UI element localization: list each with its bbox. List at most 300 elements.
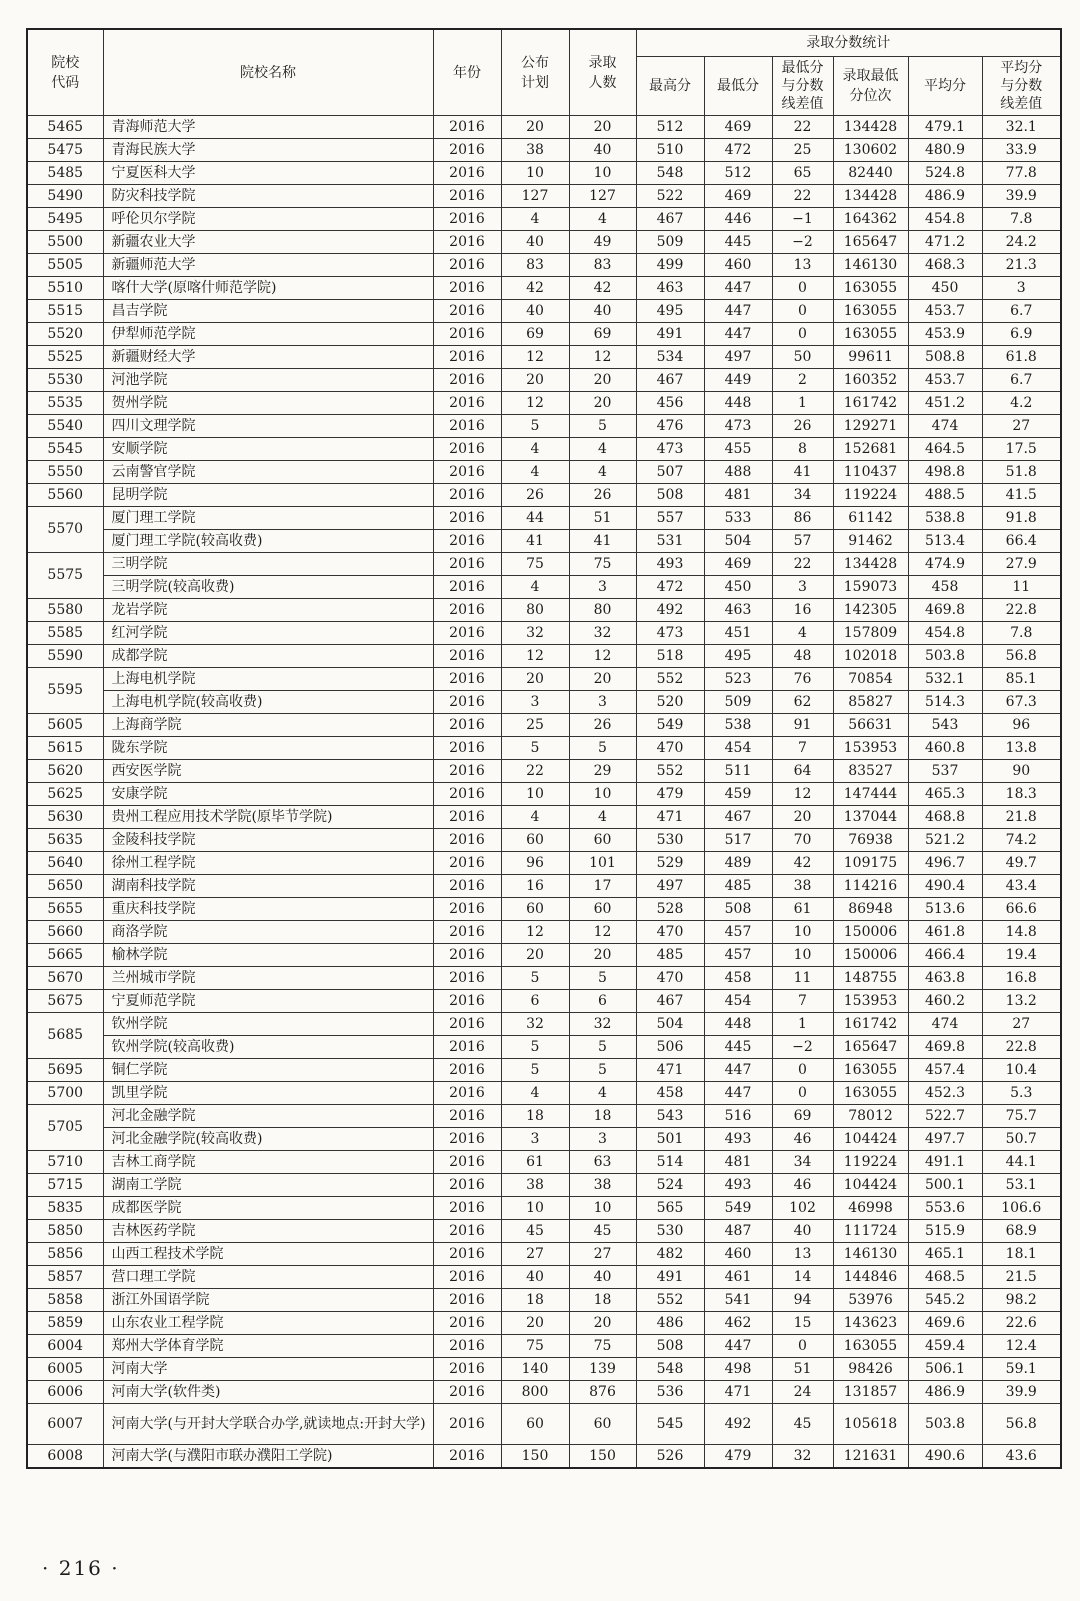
cell-avg: 522.7 — [908, 1105, 982, 1128]
cell-min: 479 — [704, 1445, 772, 1469]
cell-avg-diff: 49.7 — [982, 852, 1061, 875]
cell-min: 549 — [704, 1197, 772, 1220]
table-row — [27, 875, 1061, 898]
cell-name: 河池学院 — [103, 369, 433, 392]
cell-avg-diff: 91.8 — [982, 507, 1061, 530]
table-row — [27, 1036, 1061, 1059]
cell-code: 5625 — [27, 783, 103, 806]
table-row — [27, 1197, 1061, 1220]
cell-min: 469 — [704, 553, 772, 576]
cell-admitted: 10 — [569, 783, 636, 806]
cell-rank: 150006 — [833, 944, 908, 967]
cell-avg: 468.3 — [908, 254, 982, 277]
cell-max: 530 — [636, 829, 704, 852]
cell-code: 5635 — [27, 829, 103, 852]
cell-admitted: 5 — [569, 1036, 636, 1059]
cell-min-diff: 1 — [772, 1013, 833, 1036]
cell-plan: 10 — [501, 1197, 569, 1220]
cell-year: 2016 — [433, 346, 501, 369]
cell-code: 5525 — [27, 346, 103, 369]
cell-name: 河南大学 — [103, 1358, 433, 1381]
cell-avg: 545.2 — [908, 1289, 982, 1312]
cell-name: 营口理工学院 — [103, 1266, 433, 1289]
cell-year: 2016 — [433, 162, 501, 185]
cell-admitted: 127 — [569, 185, 636, 208]
cell-year: 2016 — [433, 1220, 501, 1243]
cell-min-diff: −2 — [772, 231, 833, 254]
cell-min-diff: 38 — [772, 875, 833, 898]
cell-min-diff: 94 — [772, 1289, 833, 1312]
cell-name: 成都医学院 — [103, 1197, 433, 1220]
cell-year: 2016 — [433, 1036, 501, 1059]
cell-admitted: 17 — [569, 875, 636, 898]
cell-admitted: 876 — [569, 1381, 636, 1404]
cell-avg: 466.4 — [908, 944, 982, 967]
cell-avg: 490.4 — [908, 875, 982, 898]
cell-min: 447 — [704, 323, 772, 346]
cell-name: 昆明学院 — [103, 484, 433, 507]
cell-avg: 488.5 — [908, 484, 982, 507]
cell-min-diff: 50 — [772, 346, 833, 369]
cell-plan: 12 — [501, 645, 569, 668]
cell-admitted: 20 — [569, 392, 636, 415]
cell-year: 2016 — [433, 898, 501, 921]
cell-admitted: 63 — [569, 1151, 636, 1174]
cell-year: 2016 — [433, 507, 501, 530]
cell-max: 497 — [636, 875, 704, 898]
cell-avg-diff: 85.1 — [982, 668, 1061, 691]
cell-min: 523 — [704, 668, 772, 691]
cell-max: 470 — [636, 737, 704, 760]
cell-max: 471 — [636, 1059, 704, 1082]
cell-code: 5550 — [27, 461, 103, 484]
cell-avg: 514.3 — [908, 691, 982, 714]
cell-year: 2016 — [433, 921, 501, 944]
cell-min-diff: 15 — [772, 1312, 833, 1335]
cell-min-diff: 61 — [772, 898, 833, 921]
cell-max: 530 — [636, 1220, 704, 1243]
cell-rank: 163055 — [833, 1335, 908, 1358]
table-row — [27, 392, 1061, 415]
cell-min-diff: 70 — [772, 829, 833, 852]
cell-avg: 469.8 — [908, 599, 982, 622]
table-row — [27, 553, 1061, 576]
cell-max: 486 — [636, 1312, 704, 1335]
cell-name: 河南大学(软件类) — [103, 1381, 433, 1404]
cell-avg-diff: 17.5 — [982, 438, 1061, 461]
cell-avg: 451.2 — [908, 392, 982, 415]
cell-min-diff: 46 — [772, 1128, 833, 1151]
cell-name: 厦门理工学院 — [103, 507, 433, 530]
cell-avg: 469.8 — [908, 1036, 982, 1059]
table-row — [27, 254, 1061, 277]
cell-min-diff: 10 — [772, 921, 833, 944]
table-row — [27, 806, 1061, 829]
cell-min: 447 — [704, 277, 772, 300]
cell-avg: 454.8 — [908, 208, 982, 231]
cell-min: 467 — [704, 806, 772, 829]
table-row — [27, 921, 1061, 944]
cell-min: 460 — [704, 1243, 772, 1266]
table-row — [27, 1128, 1061, 1151]
cell-name: 三明学院(较高收费) — [103, 576, 433, 599]
cell-year: 2016 — [433, 208, 501, 231]
header-min-diff: 最低分与分数线差值 — [772, 57, 833, 116]
cell-max: 499 — [636, 254, 704, 277]
cell-avg: 450 — [908, 277, 982, 300]
cell-plan: 5 — [501, 415, 569, 438]
cell-code: 5570 — [27, 507, 103, 553]
cell-name: 陇东学院 — [103, 737, 433, 760]
cell-plan: 38 — [501, 1174, 569, 1197]
cell-min: 481 — [704, 1151, 772, 1174]
cell-name: 郑州大学体育学院 — [103, 1335, 433, 1358]
cell-name: 钦州学院 — [103, 1013, 433, 1036]
cell-max: 458 — [636, 1082, 704, 1105]
cell-rank: 130602 — [833, 139, 908, 162]
cell-min: 447 — [704, 1082, 772, 1105]
cell-plan: 25 — [501, 714, 569, 737]
cell-name: 兰州城市学院 — [103, 967, 433, 990]
cell-code: 5520 — [27, 323, 103, 346]
cell-code: 5660 — [27, 921, 103, 944]
cell-year: 2016 — [433, 1151, 501, 1174]
cell-max: 485 — [636, 944, 704, 967]
table-row — [27, 1358, 1061, 1381]
cell-min: 459 — [704, 783, 772, 806]
table-row — [27, 323, 1061, 346]
cell-code: 5620 — [27, 760, 103, 783]
cell-admitted: 4 — [569, 208, 636, 231]
cell-rank: 131857 — [833, 1381, 908, 1404]
cell-avg: 474 — [908, 1013, 982, 1036]
cell-avg: 490.6 — [908, 1445, 982, 1469]
table-row — [27, 1404, 1061, 1445]
table-row — [27, 852, 1061, 875]
cell-min-diff: 102 — [772, 1197, 833, 1220]
cell-min: 448 — [704, 392, 772, 415]
cell-avg: 503.8 — [908, 645, 982, 668]
cell-name: 安康学院 — [103, 783, 433, 806]
cell-plan: 45 — [501, 1220, 569, 1243]
cell-max: 467 — [636, 369, 704, 392]
cell-max: 520 — [636, 691, 704, 714]
cell-rank: 148755 — [833, 967, 908, 990]
table-row — [27, 1082, 1061, 1105]
cell-admitted: 40 — [569, 139, 636, 162]
cell-rank: 160352 — [833, 369, 908, 392]
table-row — [27, 1013, 1061, 1036]
cell-min: 497 — [704, 346, 772, 369]
cell-name: 河南大学(与开封大学联合办学,就读地点:开封大学) — [103, 1404, 433, 1445]
cell-max: 482 — [636, 1243, 704, 1266]
cell-min: 451 — [704, 622, 772, 645]
cell-plan: 27 — [501, 1243, 569, 1266]
cell-avg-diff: 11 — [982, 576, 1061, 599]
cell-avg: 486.9 — [908, 1381, 982, 1404]
cell-name: 河南大学(与濮阳市联办濮阳工学院) — [103, 1445, 433, 1469]
cell-code: 5505 — [27, 254, 103, 277]
cell-avg-diff: 41.5 — [982, 484, 1061, 507]
cell-admitted: 12 — [569, 346, 636, 369]
cell-plan: 80 — [501, 599, 569, 622]
table-row — [27, 898, 1061, 921]
cell-admitted: 10 — [569, 162, 636, 185]
cell-code: 5580 — [27, 599, 103, 622]
cell-avg: 524.8 — [908, 162, 982, 185]
cell-min: 487 — [704, 1220, 772, 1243]
cell-max: 522 — [636, 185, 704, 208]
cell-min-diff: 3 — [772, 576, 833, 599]
cell-max: 565 — [636, 1197, 704, 1220]
cell-max: 552 — [636, 1289, 704, 1312]
cell-admitted: 27 — [569, 1243, 636, 1266]
cell-name: 新疆师范大学 — [103, 254, 433, 277]
header-avg-diff: 平均分与分数线差值 — [982, 57, 1061, 116]
cell-plan: 4 — [501, 576, 569, 599]
cell-min-diff: 22 — [772, 553, 833, 576]
cell-min: 493 — [704, 1174, 772, 1197]
cell-min-diff: 86 — [772, 507, 833, 530]
cell-min: 454 — [704, 990, 772, 1013]
cell-plan: 127 — [501, 185, 569, 208]
table-row — [27, 1220, 1061, 1243]
cell-rank: 46998 — [833, 1197, 908, 1220]
cell-admitted: 38 — [569, 1174, 636, 1197]
cell-name: 安顺学院 — [103, 438, 433, 461]
cell-avg-diff: 32.1 — [982, 116, 1061, 139]
table-row — [27, 1289, 1061, 1312]
cell-max: 510 — [636, 139, 704, 162]
cell-code: 5859 — [27, 1312, 103, 1335]
cell-plan: 10 — [501, 783, 569, 806]
cell-avg-diff: 66.4 — [982, 530, 1061, 553]
table-row — [27, 1312, 1061, 1335]
cell-avg: 506.1 — [908, 1358, 982, 1381]
table-row — [27, 300, 1061, 323]
cell-year: 2016 — [433, 1404, 501, 1445]
cell-year: 2016 — [433, 484, 501, 507]
cell-rank: 163055 — [833, 1059, 908, 1082]
cell-avg-diff: 7.8 — [982, 208, 1061, 231]
cell-avg-diff: 68.9 — [982, 1220, 1061, 1243]
cell-rank: 83527 — [833, 760, 908, 783]
cell-admitted: 26 — [569, 484, 636, 507]
cell-admitted: 5 — [569, 967, 636, 990]
cell-max: 534 — [636, 346, 704, 369]
cell-min-diff: 0 — [772, 1335, 833, 1358]
table-row — [27, 415, 1061, 438]
cell-avg-diff: 18.1 — [982, 1243, 1061, 1266]
header-rank: 录取最低分位次 — [833, 57, 908, 116]
cell-avg-diff: 22.6 — [982, 1312, 1061, 1335]
table-row — [27, 507, 1061, 530]
cell-avg: 497.7 — [908, 1128, 982, 1151]
cell-plan: 60 — [501, 898, 569, 921]
cell-max: 456 — [636, 392, 704, 415]
cell-min: 512 — [704, 162, 772, 185]
header-plan: 公布计划 — [501, 29, 569, 116]
cell-code: 5490 — [27, 185, 103, 208]
table-row — [27, 1335, 1061, 1358]
cell-rank: 78012 — [833, 1105, 908, 1128]
cell-plan: 75 — [501, 1335, 569, 1358]
cell-plan: 20 — [501, 116, 569, 139]
cell-admitted: 3 — [569, 576, 636, 599]
cell-avg: 468.8 — [908, 806, 982, 829]
cell-plan: 4 — [501, 438, 569, 461]
cell-rank: 142305 — [833, 599, 908, 622]
table-row — [27, 576, 1061, 599]
cell-code: 5675 — [27, 990, 103, 1013]
cell-name: 湖南科技学院 — [103, 875, 433, 898]
cell-name: 西安医学院 — [103, 760, 433, 783]
cell-admitted: 20 — [569, 668, 636, 691]
cell-plan: 150 — [501, 1445, 569, 1469]
cell-admitted: 40 — [569, 300, 636, 323]
cell-avg: 479.1 — [908, 116, 982, 139]
cell-code: 6004 — [27, 1335, 103, 1358]
cell-plan: 20 — [501, 944, 569, 967]
cell-admitted: 75 — [569, 1335, 636, 1358]
cell-avg-diff: 106.6 — [982, 1197, 1061, 1220]
cell-name: 河北金融学院(较高收费) — [103, 1128, 433, 1151]
cell-plan: 42 — [501, 277, 569, 300]
cell-min-diff: 11 — [772, 967, 833, 990]
cell-avg: 513.6 — [908, 898, 982, 921]
cell-rank: 98426 — [833, 1358, 908, 1381]
cell-admitted: 4 — [569, 1082, 636, 1105]
cell-year: 2016 — [433, 783, 501, 806]
cell-avg: 521.2 — [908, 829, 982, 852]
cell-max: 470 — [636, 921, 704, 944]
cell-admitted: 139 — [569, 1358, 636, 1381]
cell-year: 2016 — [433, 1174, 501, 1197]
cell-max: 531 — [636, 530, 704, 553]
cell-rank: 137044 — [833, 806, 908, 829]
cell-rank: 153953 — [833, 990, 908, 1013]
table-row — [27, 990, 1061, 1013]
cell-name: 金陵科技学院 — [103, 829, 433, 852]
table-row — [27, 1445, 1061, 1469]
cell-avg: 471.2 — [908, 231, 982, 254]
cell-min-diff: 41 — [772, 461, 833, 484]
cell-min: 481 — [704, 484, 772, 507]
cell-avg-diff: 77.8 — [982, 162, 1061, 185]
cell-year: 2016 — [433, 300, 501, 323]
table-row — [27, 1105, 1061, 1128]
cell-code: 5510 — [27, 277, 103, 300]
cell-name: 成都学院 — [103, 645, 433, 668]
cell-max: 509 — [636, 231, 704, 254]
cell-year: 2016 — [433, 714, 501, 737]
cell-name: 红河学院 — [103, 622, 433, 645]
cell-rank: 99611 — [833, 346, 908, 369]
cell-year: 2016 — [433, 139, 501, 162]
cell-min-diff: 91 — [772, 714, 833, 737]
cell-max: 470 — [636, 967, 704, 990]
cell-avg-diff: 61.8 — [982, 346, 1061, 369]
table-row — [27, 714, 1061, 737]
table-row — [27, 622, 1061, 645]
cell-code: 5530 — [27, 369, 103, 392]
cell-rank: 105618 — [833, 1404, 908, 1445]
cell-avg-diff: 27.9 — [982, 553, 1061, 576]
cell-year: 2016 — [433, 852, 501, 875]
cell-min: 463 — [704, 599, 772, 622]
cell-name: 喀什大学(原喀什师范学院) — [103, 277, 433, 300]
cell-min: 447 — [704, 300, 772, 323]
cell-avg: 465.3 — [908, 783, 982, 806]
table-row — [27, 1381, 1061, 1404]
table-row — [27, 231, 1061, 254]
cell-name: 凯里学院 — [103, 1082, 433, 1105]
cell-name: 龙岩学院 — [103, 599, 433, 622]
cell-max: 526 — [636, 1445, 704, 1469]
cell-plan: 18 — [501, 1289, 569, 1312]
cell-min-diff: 57 — [772, 530, 833, 553]
cell-year: 2016 — [433, 875, 501, 898]
cell-plan: 61 — [501, 1151, 569, 1174]
cell-min-diff: 10 — [772, 944, 833, 967]
cell-avg: 474.9 — [908, 553, 982, 576]
cell-code: 6005 — [27, 1358, 103, 1381]
cell-code: 5665 — [27, 944, 103, 967]
cell-plan: 5 — [501, 967, 569, 990]
cell-admitted: 83 — [569, 254, 636, 277]
table-row — [27, 1059, 1061, 1082]
cell-avg-diff: 53.1 — [982, 1174, 1061, 1197]
cell-max: 524 — [636, 1174, 704, 1197]
cell-code: 5858 — [27, 1289, 103, 1312]
cell-avg: 464.5 — [908, 438, 982, 461]
cell-max: 501 — [636, 1128, 704, 1151]
cell-min-diff: 8 — [772, 438, 833, 461]
table-row — [27, 208, 1061, 231]
cell-plan: 60 — [501, 829, 569, 852]
cell-avg-diff: 74.2 — [982, 829, 1061, 852]
cell-name: 吉林工商学院 — [103, 1151, 433, 1174]
cell-code: 5715 — [27, 1174, 103, 1197]
cell-year: 2016 — [433, 1312, 501, 1335]
cell-rank: 76938 — [833, 829, 908, 852]
cell-plan: 4 — [501, 208, 569, 231]
cell-max: 491 — [636, 1266, 704, 1289]
cell-plan: 6 — [501, 990, 569, 1013]
cell-plan: 5 — [501, 1036, 569, 1059]
cell-min-diff: 64 — [772, 760, 833, 783]
cell-name: 榆林学院 — [103, 944, 433, 967]
header-stats-group: 录取分数统计 — [636, 29, 1061, 57]
cell-min: 455 — [704, 438, 772, 461]
cell-avg: 515.9 — [908, 1220, 982, 1243]
cell-name: 防灾科技学院 — [103, 185, 433, 208]
cell-avg-diff: 33.9 — [982, 139, 1061, 162]
cell-year: 2016 — [433, 392, 501, 415]
header-avg: 平均分 — [908, 57, 982, 116]
cell-min: 517 — [704, 829, 772, 852]
cell-avg-diff: 43.6 — [982, 1445, 1061, 1469]
cell-rank: 146130 — [833, 1243, 908, 1266]
cell-admitted: 75 — [569, 553, 636, 576]
cell-min-diff: 0 — [772, 323, 833, 346]
cell-admitted: 12 — [569, 921, 636, 944]
cell-avg-diff: 12.4 — [982, 1335, 1061, 1358]
cell-name: 上海电机学院 — [103, 668, 433, 691]
cell-min: 493 — [704, 1128, 772, 1151]
cell-admitted: 42 — [569, 277, 636, 300]
admission-score-table — [26, 28, 1062, 1469]
